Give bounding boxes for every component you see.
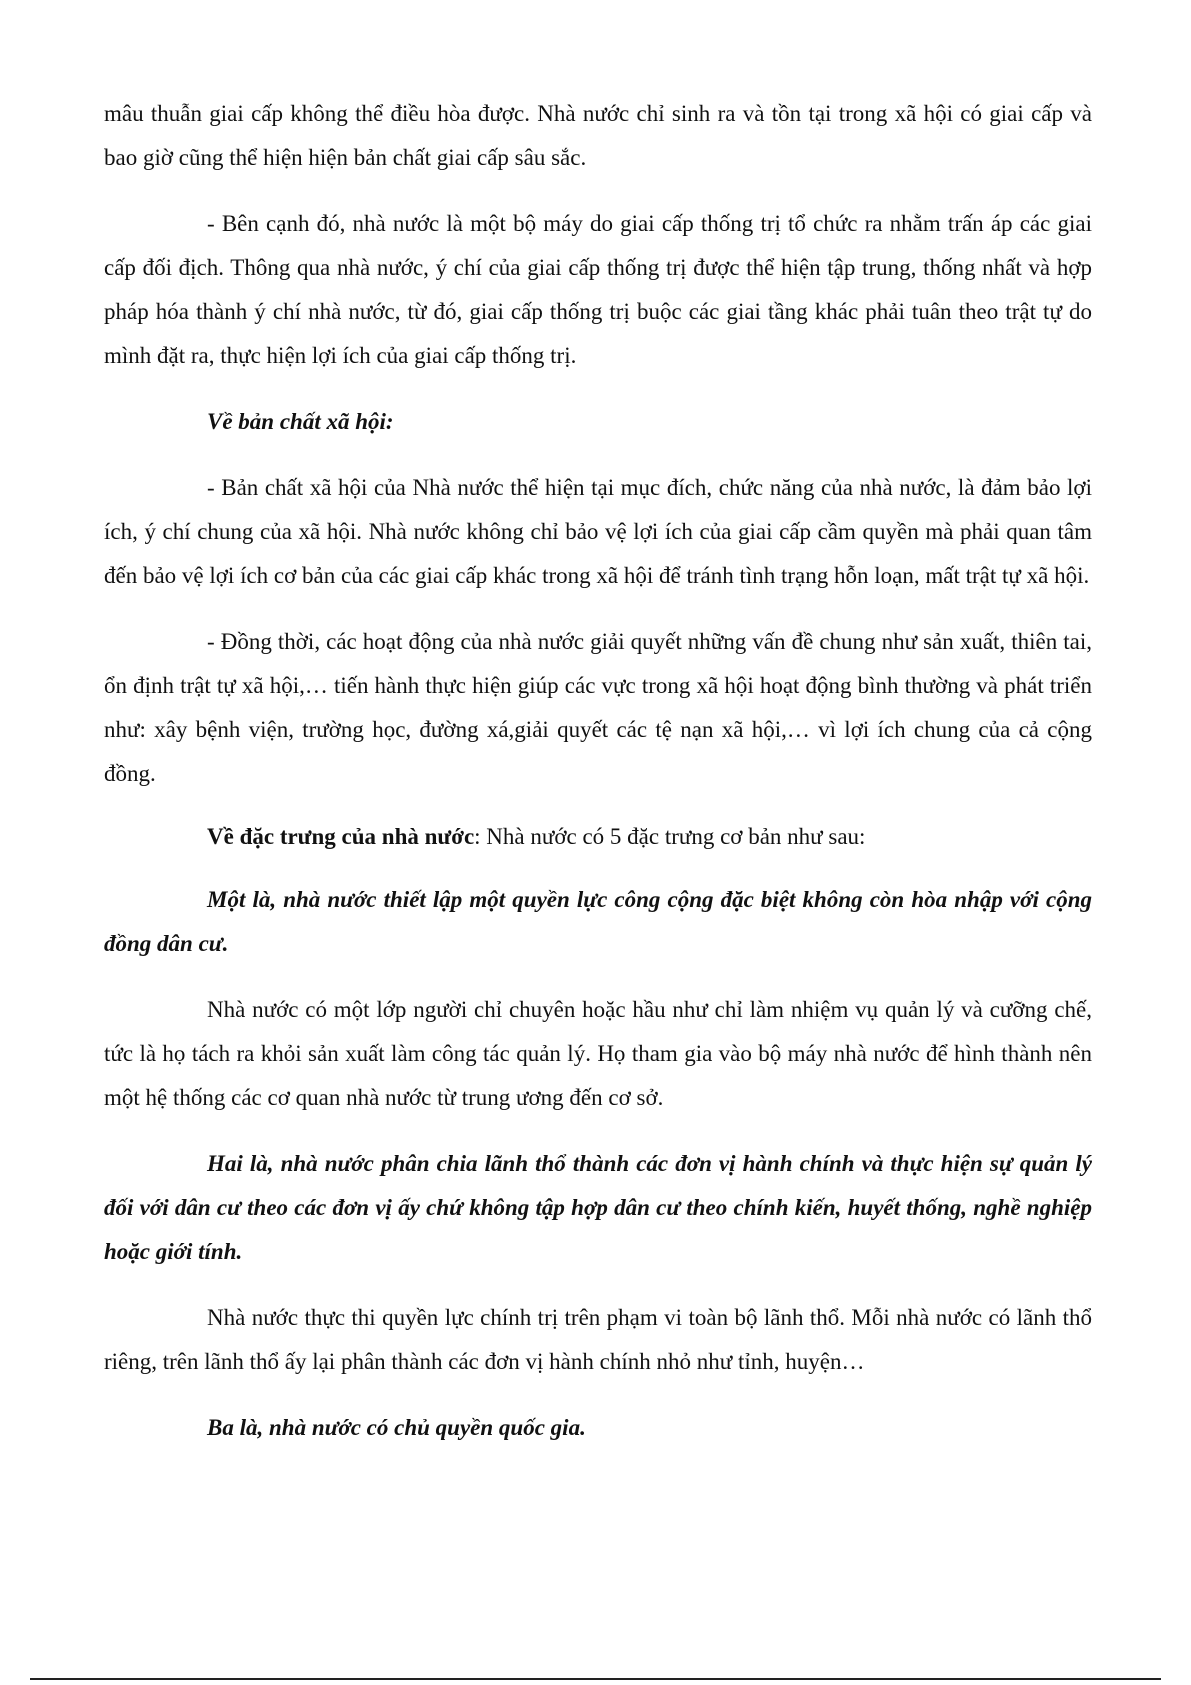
paragraph-management-class: Nhà nước có một lớp người chỉ chuyên hoặc hầu như chỉ làm nhiệm vụ quản lý và cưỡng chế, tức là họ tách ra khỏi sản xuất làm công tác quản lý. Họ tham gia vào bộ máy nhà nước để hình thành nên một hệ thống các cơ quan nhà nước từ trung ương đến cơ sở. (104, 997, 1092, 1110)
characteristics-label: Về đặc trưng của nhà nước (207, 824, 475, 849)
characteristics-intro: : Nhà nước có 5 đặc trưng cơ bản như sau: (474, 824, 866, 849)
paragraph-social-nature: - Bản chất xã hội của Nhà nước thể hiện tại mục đích, chức năng của nhà nước, là đảm bảo lợi ích, ý chí chung của xã hội. Nhà nước không chỉ bảo vệ lợi ích của giai cấp cầm quyền mà phải quan tâm đến bảo vệ lợi ích cơ bản của các giai cấp khác trong xã hội để tránh tình trạng hỗn loạn, mất trật tự xã hội. (104, 475, 1092, 588)
paragraph-ruling-class-apparatus: - Bên cạnh đó, nhà nước là một bộ máy do giai cấp thống trị tổ chức ra nhằm trấn áp các giai cấp đối địch. Thông qua nhà nước, ý chí của giai cấp thống trị được thể hiện tập trung, thống nhất và hợp pháp hóa thành ý chí nhà nước, từ đó, giai cấp thống trị buộc các giai tầng khác phải tuân theo trật tự do mình đặt ra, thực hiện lợi ích của giai cấp thống trị. (104, 211, 1092, 368)
paragraph-class-contradiction: mâu thuẫn giai cấp không thể điều hòa được. Nhà nước chỉ sinh ra và tồn tại trong xã hội có giai cấp và bao giờ cũng thể hiện hiện bản chất giai cấp sâu sắc. (104, 101, 1092, 170)
paragraph-state-characteristics (104, 815, 1092, 859)
footer-divider (30, 1678, 1161, 1680)
characteristic-one: Một là, nhà nước thiết lập một quyền lực công cộng đặc biệt không còn hòa nhập với cộng đồng dân cư. (104, 887, 1092, 956)
characteristic-two: Hai là, nhà nước phân chia lãnh thổ thành các đơn vị hành chính và thực hiện sự quản lý đối với dân cư theo các đơn vị ấy chứ không tập hợp dân cư theo chính kiến, huyết thống, nghề nghiệp hoặc giới tính. (104, 1151, 1092, 1264)
heading-social-nature: Về bản chất xã hội: (207, 409, 394, 434)
paragraph-territory: Nhà nước thực thi quyền lực chính trị trên phạm vi toàn bộ lãnh thổ. Mỗi nhà nước có lãnh thổ riêng, trên lãnh thổ ấy lại phân thành các đơn vị hành chính nhỏ như tỉnh, huyện… (104, 1305, 1092, 1374)
document-body (104, 92, 1092, 1450)
characteristic-three: Ba là, nhà nước có chủ quyền quốc gia. (207, 1415, 586, 1440)
paragraph-common-activities: - Đồng thời, các hoạt động của nhà nước giải quyết những vấn đề chung như sản xuất, thiên tai, ổn định trật tự xã hội,… tiến hành thực hiện giúp các vực trong xã hội hoạt động bình thường và phát triển như: xây bệnh viện, trường học, đường xá,giải quyết các tệ nạn xã hội,… vì lợi ích chung của cả cộng đồng. (104, 629, 1092, 786)
